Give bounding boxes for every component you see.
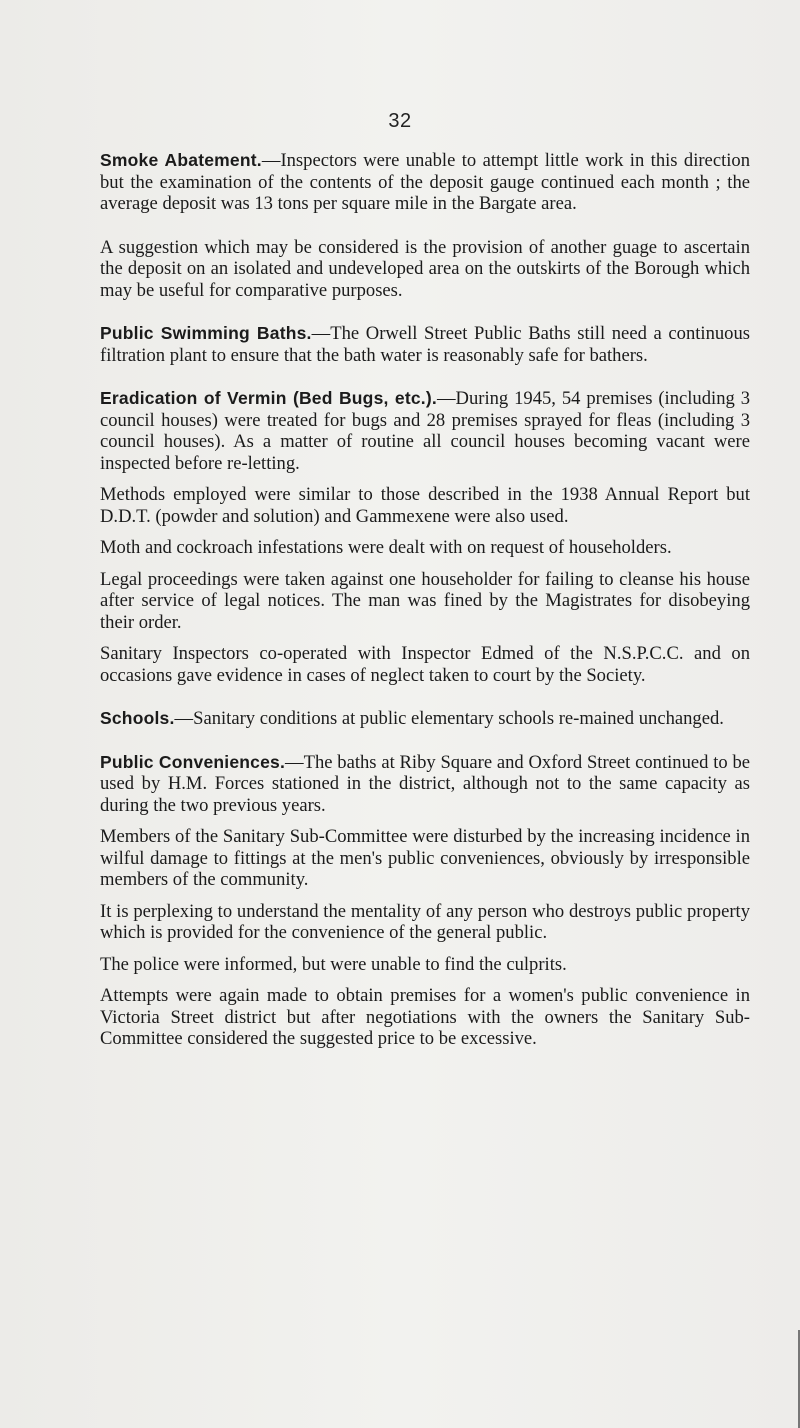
conveniences-text: —The baths at Riby Square and Oxford Street continued to be used by H.M. Forces stationed in the district, although not to the same capacity as during the two previous years. — [100, 751, 750, 816]
smoke-suggestion-paragraph: A suggestion which may be considered is the provision of another guage to ascertain the deposit on an isolated and undeveloped area on the outskirts of the Borough which may be useful for comparative purposes. — [100, 236, 750, 301]
conveniences-perplexing-paragraph: It is perplexing to understand the mentality of any person who destroys public property which is provided for the convenience of the general public. — [100, 900, 750, 943]
smoke-abatement-heading: Smoke Abatement. — [100, 150, 262, 170]
vermin-paragraph — [100, 388, 750, 474]
vermin-text: —During 1945, 54 premises (including 3 council houses) were treated for bugs and 28 premises sprayed for fleas (including 3 council houses). As a matter of routine all council houses becoming vacant were inspected before re-letting. — [100, 388, 750, 474]
vermin-legal-paragraph: Legal proceedings were taken against one householder for failing to cleanse his house after service of legal notices. The man was fined by the Magistrates for disobeying their order. — [100, 568, 750, 633]
swimming-baths-text: —The Orwell Street Public Baths still need a continuous filtration plant to ensure that the bath water is reasonably safe for bathers. — [100, 323, 751, 366]
smoke-abatement-paragraph — [100, 150, 750, 215]
conveniences-womens-paragraph: Attempts were again made to obtain premises for a women's public convenience in Victoria Street district but after negotiations with the owners the Sanitary Sub-Committee considered the suggested price to be excessive. — [100, 985, 750, 1049]
swimming-baths-heading: Public Swimming Baths. — [100, 323, 312, 343]
schools-text: —Sanitary conditions at public elementary schools re-mained unchanged. — [174, 708, 724, 729]
vermin-inspectors-paragraph: Sanitary Inspectors co-operated with Inspector Edmed of the N.S.P.C.C. and on occasions gave evidence in cases of neglect taken to court by the Society. — [100, 643, 750, 686]
conveniences-paragraph — [100, 752, 750, 817]
vermin-methods-paragraph: Methods employed were similar to those described in the 1938 Annual Report but D.D.T. (powder and solution) and Gammexene were also used. — [100, 484, 750, 527]
conveniences-damage-paragraph: Members of the Sanitary Sub-Committee were disturbed by the increasing incidence in wilful damage to fittings at the men's public conveniences, obviously by irresponsible members of the community. — [100, 826, 750, 890]
swimming-baths-paragraph — [100, 323, 750, 366]
vermin-moth-paragraph: Moth and cockroach infestations were dealt with on request of householders. — [100, 537, 672, 558]
page-number: 32 — [388, 110, 412, 132]
schools-heading: Schools. — [100, 708, 175, 728]
body-text — [100, 150, 750, 1050]
conveniences-heading: Public Conveniences. — [100, 751, 286, 772]
vermin-heading: Eradication of Vermin (Bed Bugs, etc.). — [100, 388, 437, 408]
schools-paragraph — [100, 708, 750, 730]
conveniences-police-paragraph: The police were informed, but were unable to find the culprits. — [100, 953, 567, 975]
smoke-abatement-text: —Inspectors were unable to attempt little work in this direction but the examination of the contents of the deposit gauge continued each month ; the average deposit was 13 tons per square mile in the Bargate area. — [100, 150, 750, 214]
